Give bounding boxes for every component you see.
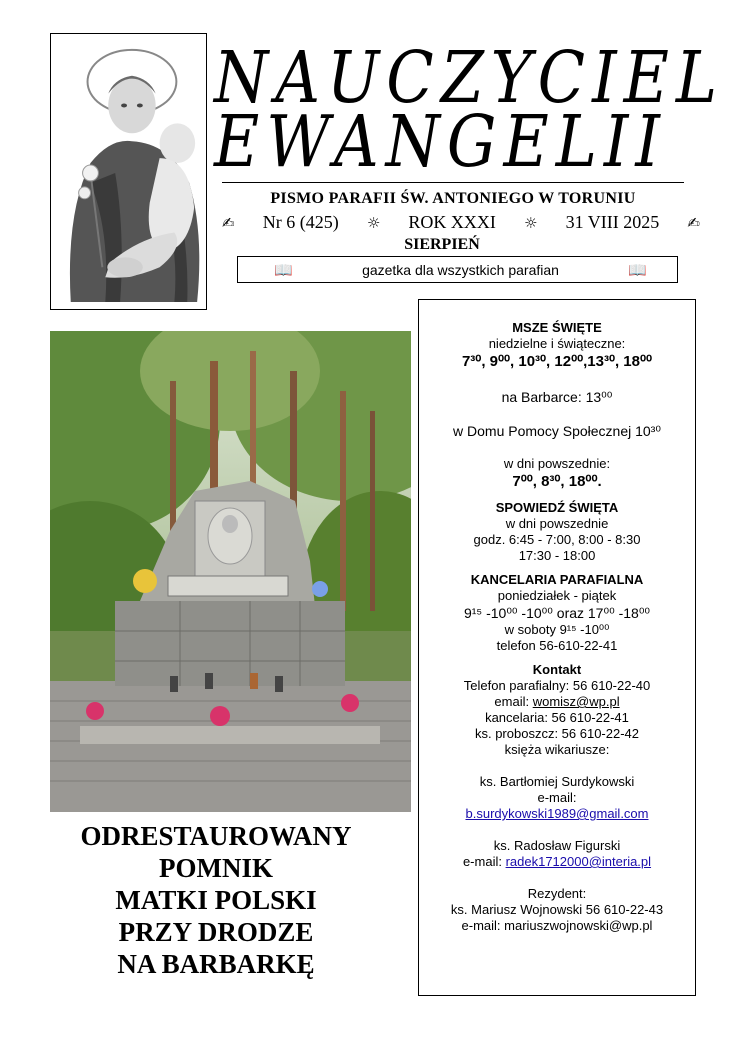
pencil-icon: ✍ (687, 213, 700, 232)
headline (50, 820, 382, 980)
sun-icon: ☼ (366, 213, 381, 232)
vicar2-name: ks. Radosław Figurski (493, 838, 621, 853)
headline-line: POMNIK (159, 853, 273, 883)
masthead-title-line1: NAUCZYCIEL (214, 35, 724, 120)
book-icon: 📖 (628, 260, 647, 279)
confession-label: w dni powszednie (505, 516, 609, 531)
office-title: KANCELARIA PARAFIALNA (470, 572, 644, 587)
resident-email: e-mail: mariuszwojnowski@wp.pl (461, 918, 653, 933)
issue-date: 31 VIII 2025 (565, 212, 660, 232)
resident-label: Rezydent: (527, 886, 587, 901)
headline-line: MATKI POLSKI (115, 885, 317, 915)
info-box (418, 299, 696, 996)
nursing-home-mass: w Domu Pomocy Społecznej 10³⁰ (453, 423, 661, 439)
sunday-times: 7³⁰, 9⁰⁰, 10³⁰, 12⁰⁰,13³⁰, 18⁰⁰ (461, 353, 653, 370)
email-label: email: (494, 694, 533, 709)
issue-year: ROK XXXI (408, 212, 496, 232)
confession-hours: godz. 6:45 - 7:00, 8:00 - 8:30 (473, 532, 641, 547)
title-divider (222, 182, 684, 183)
resident-name: ks. Mariusz Wojnowski 56 610-22-43 (450, 902, 664, 917)
vicar2-email-link[interactable]: radek1712000@interia.pl (505, 854, 652, 869)
vicar2-email (419, 854, 695, 870)
weekday-label: w dni powszednie: (503, 456, 611, 471)
sun-icon: ☼ (524, 213, 538, 232)
monument-photo (50, 331, 411, 812)
office-hours: 9¹⁵ -10⁰⁰ -10⁰⁰ oraz 17⁰⁰ -18⁰⁰ (463, 605, 651, 621)
pastor-contact: ks. proboszcz: 56 610-22-42 (474, 726, 640, 741)
confession-hours2: 17:30 - 18:00 (518, 548, 596, 563)
masses-title: MSZE ŚWIĘTE (512, 320, 602, 335)
tagline: gazetka dla wszystkich parafian (362, 261, 559, 278)
weekday-times: 7⁰⁰, 8³⁰, 18⁰⁰. (512, 473, 602, 490)
vicars-label: księża wikariusze: (504, 742, 610, 757)
vicar2-email-label: e-mail: (462, 854, 506, 869)
confession-title: SPOWIEDŹ ŚWIĘTA (495, 500, 619, 515)
tagline-box (237, 256, 678, 283)
issue-line (222, 212, 700, 233)
headline-line: PRZY DRODZE (118, 917, 314, 947)
contact-title: Kontakt (532, 662, 582, 677)
vicar1-email-link[interactable]: b.surdykowski1989@gmail.com (465, 806, 649, 821)
masthead-subtitle: PISMO PARAFII ŚW. ANTONIEGO W TORUNIU (270, 190, 636, 207)
parish-phone: Telefon parafialny: 56 610-22-40 (463, 678, 651, 693)
headline-line: NA BARBARKĘ (117, 949, 315, 979)
office-days: poniedziałek - piątek (497, 588, 617, 603)
vicar1-name: ks. Bartłomiej Surdykowski (479, 774, 635, 789)
saint-anthony-image (50, 33, 207, 310)
masthead-title-line2: EWANGELII (214, 99, 667, 184)
issue-number: Nr 6 (425) (262, 212, 339, 232)
book-icon: 📖 (274, 260, 293, 279)
parish-email (419, 694, 695, 710)
issue-month: SIERPIEŃ (404, 236, 480, 253)
office-contact: kancelaria: 56 610-22-41 (485, 710, 629, 725)
barbarka-mass: na Barbarce: 13⁰⁰ (501, 389, 613, 405)
headline-line: ODRESTAUROWANY (80, 821, 352, 851)
vicar1-email-label: e-mail: (537, 790, 577, 805)
pencil-icon: ✍ (222, 213, 235, 232)
parish-email-link[interactable]: womisz@wp.pl (532, 694, 620, 709)
office-saturday: w soboty 9¹⁵ -10⁰⁰ (504, 622, 610, 637)
office-phone: telefon 56-610-22-41 (496, 638, 618, 653)
sunday-label: niedzielne i świąteczne: (488, 336, 626, 351)
